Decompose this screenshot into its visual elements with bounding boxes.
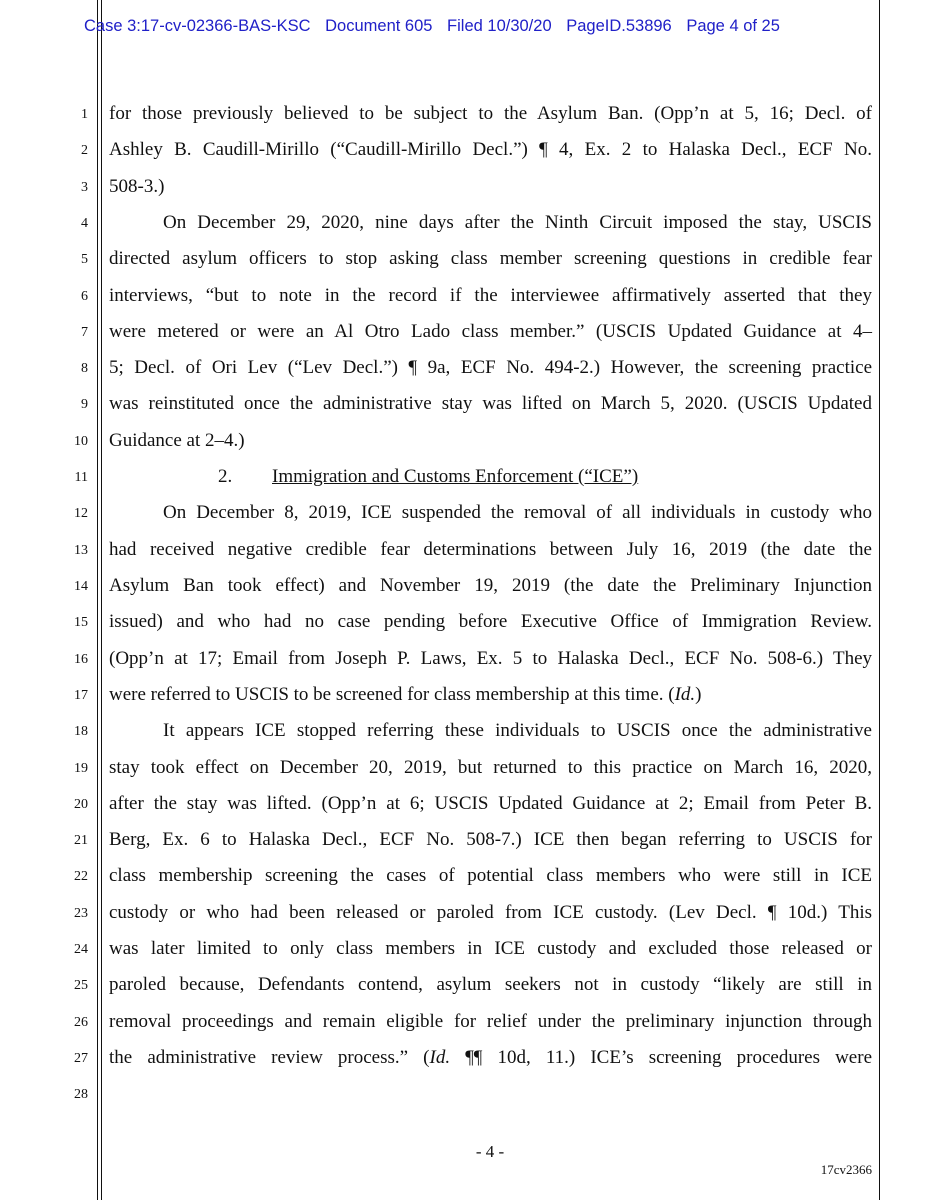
section-heading: Immigration and Customs Enforcement (“ICE”): [272, 466, 639, 487]
body-line: 508-3.): [109, 176, 165, 197]
body-line: had received negative credible fear determinations between July 16, 2019 (the date the: [109, 539, 872, 560]
line-number: 13: [74, 543, 88, 558]
page-indicator: Page 4 of 25: [686, 17, 780, 35]
body-line: class membership screening the cases of potential class members who were still in ICE: [109, 865, 872, 886]
body-line: custody or who had been released or paroled from ICE custody. (Lev Decl. ¶ 10d.) This: [109, 902, 872, 923]
line-number: 25: [74, 978, 88, 993]
body-line: interviews, “but to note in the record if the interviewee affirmatively asserted that they: [109, 285, 872, 306]
body-text: were referred to USCIS to be screened for class membership at this time. (: [109, 684, 675, 705]
line-number: 12: [74, 506, 88, 521]
body-text: the administrative review process.” (: [109, 1047, 430, 1068]
line-number: 23: [74, 906, 88, 921]
body-line: paroled because, Defendants contend, asylum seekers not in custody “likely are still in: [109, 974, 872, 995]
line-number: 2: [81, 143, 88, 158]
line-number: 9: [81, 397, 88, 412]
line-number: 15: [74, 615, 88, 630]
page-number: - 4 -: [475, 1142, 505, 1161]
line-number: 16: [74, 652, 88, 667]
section-heading-number: 2.: [218, 466, 233, 487]
body-line: for those previously believed to be subject to the Asylum Ban. (Opp’n at 5, 16; Decl. of: [109, 103, 872, 124]
body-line: 5; Decl. of Ori Lev (“Lev Decl.”) ¶ 9a, ECF No. 494-2.) However, the screening practice: [109, 357, 872, 378]
line-number: 22: [74, 869, 88, 884]
line-number: 1: [81, 107, 88, 122]
right-margin-rule: [879, 0, 880, 1200]
body-line: was later limited to only class members in ICE custody and excluded those released or: [109, 938, 872, 959]
body-line: Berg, Ex. 6 to Halaska Decl., ECF No. 508-7.) ICE then began referring to USCIS for: [109, 829, 872, 850]
body-line: stay took effect on December 20, 2019, but returned to this practice on March 16, 2020,: [109, 757, 872, 778]
line-number: 26: [74, 1015, 88, 1030]
line-number: 6: [81, 289, 88, 304]
citation-id: Id.: [429, 1047, 451, 1068]
line-number: 17: [74, 688, 88, 703]
line-number: 10: [74, 434, 88, 449]
line-number: 8: [81, 361, 88, 376]
case-number: Case 3:17-cv-02366-BAS-KSC: [84, 17, 311, 35]
citation-id: Id.: [674, 684, 696, 705]
body-line: directed asylum officers to stop asking class member screening questions in credible fear: [109, 248, 872, 269]
line-number: 5: [81, 252, 88, 267]
body-line: after the stay was lifted. (Opp’n at 6; USCIS Updated Guidance at 2; Email from Peter B.: [109, 793, 872, 814]
line-number: 4: [81, 216, 88, 231]
line-number: 3: [81, 180, 88, 195]
line-number: 24: [74, 942, 88, 957]
body-line: removal proceedings and remain eligible for relief under the preliminary injunction through: [109, 1011, 872, 1032]
body-line: Guidance at 2–4.): [109, 430, 245, 451]
body-text: ): [695, 684, 702, 705]
body-line: On December 8, 2019, ICE suspended the removal of all individuals in custody who: [163, 502, 872, 523]
body-line: Asylum Ban took effect) and November 19, 2019 (the date the Preliminary Injunction: [109, 575, 872, 596]
line-number: 19: [74, 761, 88, 776]
page-id: PageID.53896: [566, 17, 672, 35]
body-line: It appears ICE stopped referring these individuals to USCIS once the administrative: [163, 720, 872, 741]
body-line: was reinstituted once the administrative stay was lifted on March 5, 2020. (USCIS Updated: [109, 393, 872, 414]
body-line: [109, 1047, 872, 1069]
left-margin-rule-2: [101, 0, 102, 1200]
ecf-header: [84, 17, 927, 36]
document-number: Document 605: [325, 17, 433, 35]
line-number: 20: [74, 797, 88, 812]
body-line: issued) and who had no case pending before Executive Office of Immigration Review.: [109, 611, 872, 632]
line-number: 27: [74, 1051, 88, 1066]
body-line: Ashley B. Caudill-Mirillo (“Caudill-Mirillo Decl.”) ¶ 4, Ex. 2 to Halaska Decl., ECF No.: [109, 139, 872, 160]
left-margin-rule-1: [97, 0, 98, 1200]
line-number: 18: [74, 724, 88, 739]
body-text: ¶¶ 10d, 11.) ICE’s screening procedures were: [450, 1047, 873, 1068]
line-number: 11: [74, 470, 88, 485]
body-line: were metered or were an Al Otro Lado class member.” (USCIS Updated Guidance at 4–: [109, 321, 872, 342]
body-line: (Opp’n at 17; Email from Joseph P. Laws, Ex. 5 to Halaska Decl., ECF No. 508-6.) They: [109, 648, 872, 669]
body-line: On December 29, 2020, nine days after the Ninth Circuit imposed the stay, USCIS: [163, 212, 872, 233]
body-line: [109, 684, 872, 706]
line-number: 7: [81, 325, 88, 340]
line-number: 28: [74, 1087, 88, 1102]
case-code: 17cv2366: [820, 1162, 872, 1177]
line-number: 14: [74, 579, 88, 594]
line-number: 21: [74, 833, 88, 848]
filed-date: Filed 10/30/20: [447, 17, 552, 35]
